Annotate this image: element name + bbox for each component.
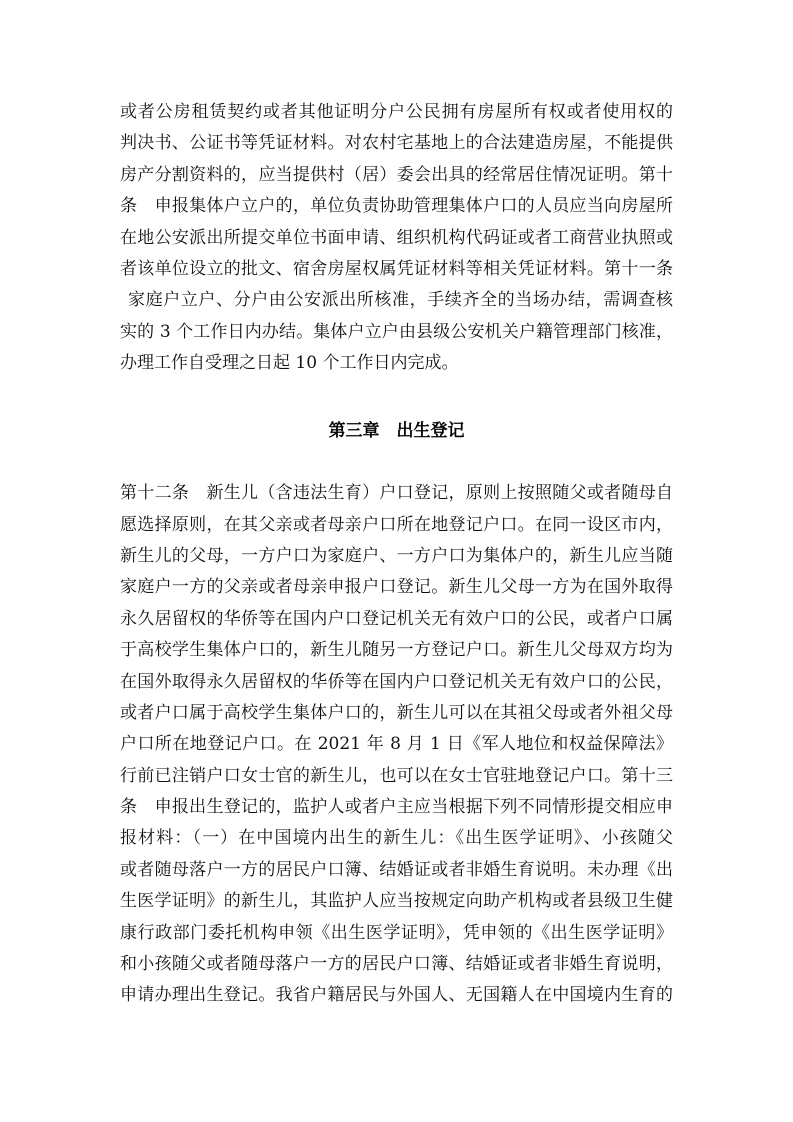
text-line: 房产分割资料的，应当提供村（居）委会出具的经常居住情况证明。第十 bbox=[120, 164, 673, 185]
text-line: 或者户口属于高校学生集体户口的，新生儿可以在其祖父母或者外祖父母 bbox=[120, 702, 673, 723]
text-line: 愿选择原则，在其父亲或者母亲户口所在地登记户口。在同一设区市内， bbox=[120, 514, 673, 535]
article-paragraph bbox=[120, 478, 673, 1012]
text-line: 康行政部门委托机构申领《出生医学证明》，凭申领的《出生医学证明》 bbox=[120, 922, 673, 943]
continued-paragraph bbox=[120, 97, 673, 380]
text-line: 行前已注销户口女士官的新生儿，也可以在女士官驻地登记户口。第十三 bbox=[120, 765, 673, 786]
text-line: 者该单位设立的批文、宿舍房屋权属凭证材料等相关凭证材料。第十一条 bbox=[120, 258, 673, 279]
text-line: 于高校学生集体户口的，新生儿随另一方登记户口。新生儿父母双方均为 bbox=[120, 640, 673, 661]
text-line: 或者公房租赁契约或者其他证明分户公民拥有房屋所有权或者使用权的 bbox=[120, 102, 673, 122]
text-line: 实的 3 个工作日内办结。集体户立户由县级公安机关户籍管理部门核准， bbox=[120, 321, 673, 342]
text-line: 户口所在地登记户口。在 2021 年 8 月 1 日《军人地位和权益保障法》 bbox=[120, 734, 673, 755]
text-line: 办理工作自受理之日起 10 个工作日内完成。 bbox=[120, 353, 459, 374]
text-line: 报材料：（一）在中国境内出生的新生儿：《出生医学证明》、小孩随父 bbox=[120, 828, 673, 849]
text-line: 申请办理出生登记。我省户籍居民与外国人、无国籍人在中国境内生育的 bbox=[120, 985, 673, 1006]
text-line: 在国外取得永久居留权的华侨等在国内户口登记机关无有效户口的公民， bbox=[120, 671, 673, 692]
text-line: 家庭户立户、分户由公安派出所核准，手续齐全的当场办结，需调查核 bbox=[128, 290, 673, 311]
text-line: 第十二条 新生儿（含违法生育）户口登记，原则上按照随父或者随母自 bbox=[120, 483, 673, 504]
text-line: 永久居留权的华侨等在国内户口登记机关无有效户口的公民，或者户口属 bbox=[120, 608, 673, 629]
text-line: 和小孩随父或者随母落户一方的居民户口簿、结婚证或者非婚生育说明， bbox=[120, 954, 673, 975]
text-line: 条 申报出生登记的，监护人或者户主应当根据下列不同情形提交相应申 bbox=[120, 797, 673, 818]
text-line: 判决书、公证书等凭证材料。对农村宅基地上的合法建造房屋，不能提供 bbox=[120, 133, 673, 154]
text-line: 在地公安派出所提交单位书面申请、组织机构代码证或者工商营业执照或 bbox=[120, 227, 673, 248]
text-line: 新生儿的父母，一方户口为家庭户、一方户口为集体户的，新生儿应当随 bbox=[120, 545, 673, 566]
text-line: 条 申报集体户立户的，单位负责协助管理集体户口的人员应当向房屋所 bbox=[120, 196, 673, 217]
text-line: 生医学证明》的新生儿，其监护人应当按规定向助产机构或者县级卫生健 bbox=[120, 891, 673, 912]
chapter-heading: 第三章 出生登记 bbox=[328, 421, 465, 442]
text-line: 家庭户一方的父亲或者母亲申报户口登记。新生儿父母一方为在国外取得 bbox=[120, 577, 673, 598]
text-line: 或者随母落户一方的居民户口簿、结婚证或者非婚生育说明。未办理《出 bbox=[120, 859, 673, 880]
